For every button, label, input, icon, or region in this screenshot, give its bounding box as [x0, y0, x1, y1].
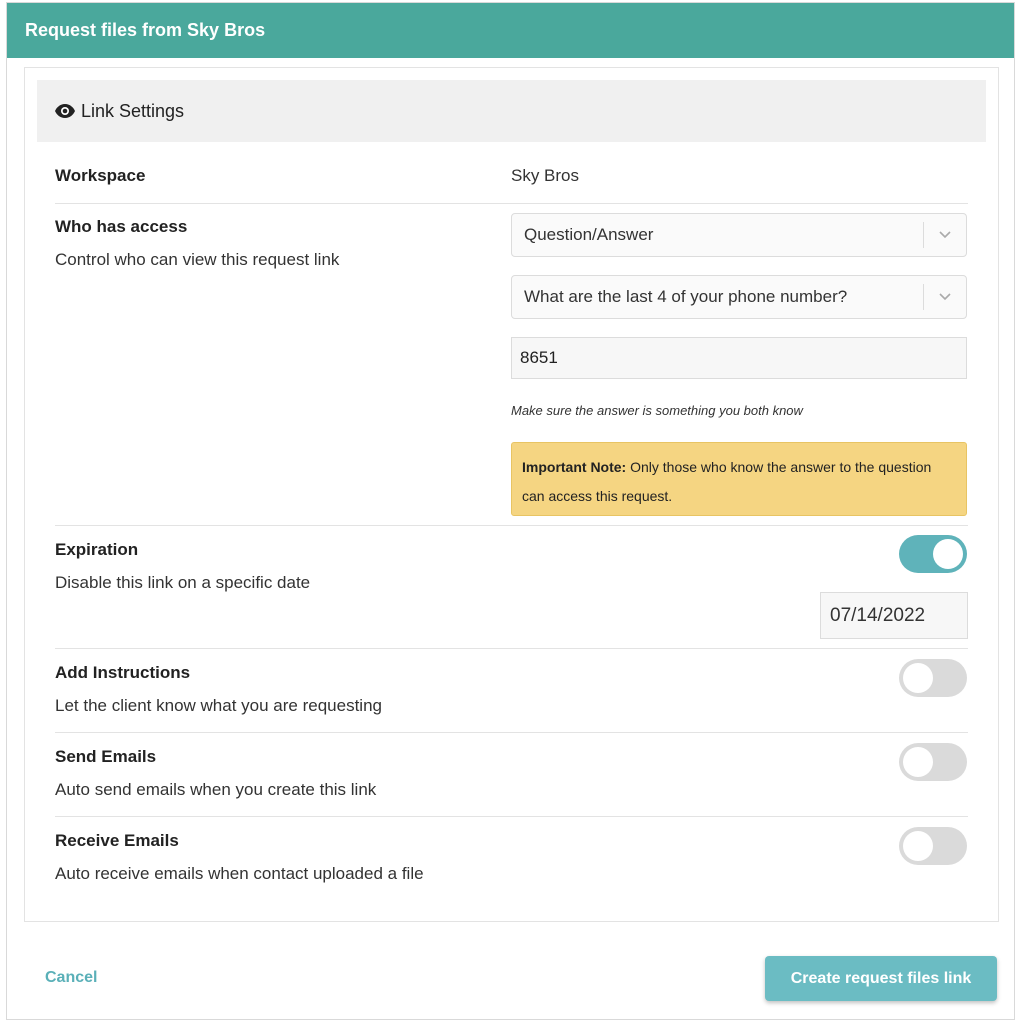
access-label: Who has access: [55, 217, 188, 236]
chevron-down-icon: [924, 231, 966, 239]
security-question-select[interactable]: [511, 275, 967, 319]
chevron-down-icon: [924, 293, 966, 301]
workspace-label: Workspace: [55, 166, 146, 185]
expiration-toggle[interactable]: [899, 535, 967, 573]
note-label: Important Note:: [522, 459, 627, 475]
toggle-knob: [903, 663, 933, 693]
link-settings-title: Link Settings: [81, 100, 185, 121]
instructions-toggle[interactable]: [899, 659, 967, 697]
link-settings-panel: [24, 67, 999, 922]
expiration-label: Expiration: [55, 540, 139, 559]
receive-emails-description: Auto receive emails when contact uploaded a file: [55, 864, 424, 883]
divider: [55, 816, 968, 817]
security-question-value: What are the last 4 of your phone number?: [524, 287, 848, 306]
divider: [55, 648, 968, 649]
answer-value: 8651: [520, 348, 558, 367]
expiration-date-value: 07/14/2022: [830, 604, 926, 626]
expiration-description: Disable this link on a specific date: [55, 573, 311, 592]
answer-hint: Make sure the answer is something you both know: [511, 403, 803, 418]
workspace-value: Sky Bros: [511, 166, 580, 185]
create-request-link-button[interactable]: Create request files link: [765, 956, 997, 1001]
eye-icon: [55, 104, 75, 118]
link-settings-header: [37, 80, 986, 142]
divider: [55, 732, 968, 733]
toggle-knob: [903, 831, 933, 861]
divider: [55, 203, 968, 204]
toggle-knob: [933, 539, 963, 569]
note-text: Only those who know the answer to the question can access this request.: [522, 459, 932, 504]
access-description: Control who can view this request link: [55, 250, 340, 269]
receive-emails-toggle[interactable]: [899, 827, 967, 865]
modal-header: [7, 3, 1014, 58]
instructions-label: Add Instructions: [55, 663, 191, 682]
send-emails-label: Send Emails: [55, 747, 157, 766]
receive-emails-label: Receive Emails: [55, 831, 179, 850]
answer-input[interactable]: [511, 337, 967, 379]
send-emails-description: Auto send emails when you create this link: [55, 780, 377, 799]
request-files-modal: [6, 2, 1015, 1020]
instructions-description: Let the client know what you are requesting: [55, 696, 382, 715]
expiration-date-input[interactable]: [820, 592, 968, 639]
cancel-button[interactable]: Cancel: [45, 969, 98, 986]
modal-title: Request files from Sky Bros: [25, 20, 266, 40]
access-type-value: Question/Answer: [524, 225, 654, 244]
important-note: [511, 442, 967, 516]
access-type-select[interactable]: [511, 213, 967, 257]
divider: [55, 525, 968, 526]
toggle-knob: [903, 747, 933, 777]
send-emails-toggle[interactable]: [899, 743, 967, 781]
